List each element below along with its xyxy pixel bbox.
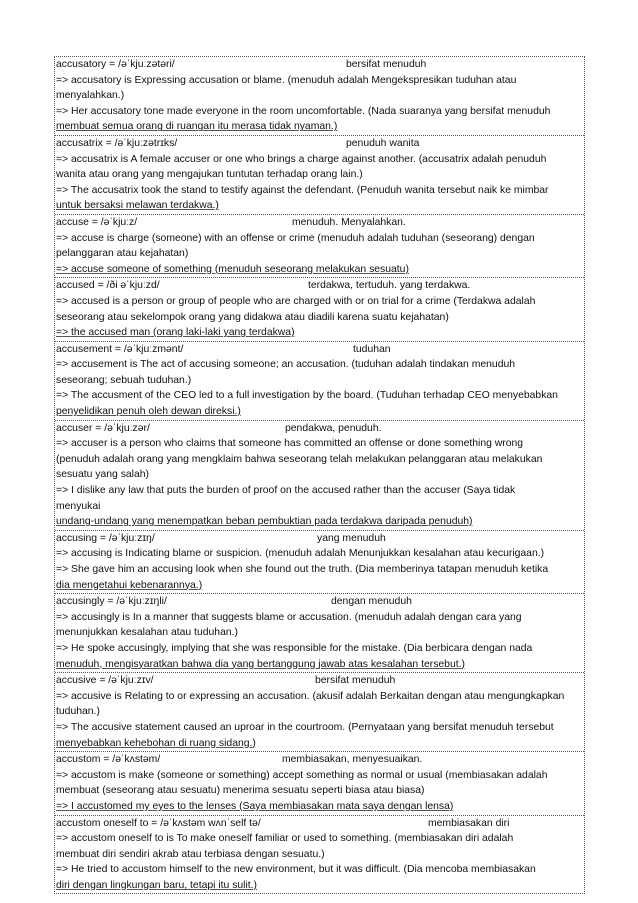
dictionary-entry <box>55 135 584 214</box>
entry-meaning: pendakwa, penuduh. <box>285 422 382 434</box>
entry-text-line: dia mengetahui kebenarannya.) <box>56 579 203 591</box>
entry-headword: accusatrix = /əˈkjuːzətrɪks/ <box>56 137 178 149</box>
entry-text-line: => the accused man (orang laki-laki yang terdakwa) <box>56 327 295 339</box>
entry-text-line: undang-undang yang menempatkan beban pembuktian pada terdakwa daripada penuduh) <box>56 516 473 528</box>
entry-header <box>56 278 584 294</box>
entry-text-line: => accustom is make (someone or something) accept something as normal or usual (membiasakan adalah <box>56 769 548 781</box>
entry-text-line: => I dislike any law that puts the burden of proof on the accused rather than the accuser (Saya tidak <box>56 485 516 497</box>
entry-meaning: membiasakan, menyesuaikan. <box>282 754 423 766</box>
entry-meaning: membiasakan diri <box>428 817 510 829</box>
entry-text-line: => She gave him an accusing look when she found out the truth. (Dia memberinya tatapan menuduh ketika <box>56 564 549 575</box>
entry-text-line: menyalahkan.) <box>56 90 125 102</box>
entry-headword: accusement = /əˈkjuːzmənt/ <box>56 343 184 355</box>
entry-text-line: => accuse someone of something (menuduh seseorang melakukan sesuatu) <box>56 263 409 275</box>
entry-text-line: => accusatrix is A female accuser or one who brings a charge against another. (accusatrix adalah penuduh <box>56 153 547 165</box>
entry-header <box>56 215 584 231</box>
entry-text-line: menunjukkan kesalahan atau tuduhan.) <box>56 627 238 639</box>
entry-text-line: => accusive is Relating to or expressing an accusation. (akusif adalah Berkaitan dengan atau mengungkapkan <box>56 690 565 702</box>
dictionary-entry <box>55 751 584 814</box>
entry-text-line: seseorang atau sekelompok orang yang didakwa atau diadili karena suatu kejahatan) <box>56 311 449 323</box>
entry-text-line: => accuse is charge (someone) with an offense or crime (menuduh adalah tuduhan (seseorang) dengan <box>56 232 535 244</box>
entry-text-line: => accusingly is In a manner that suggests blame or accusation. (menuduh adalah dengan cara yang <box>56 611 522 623</box>
entry-header <box>56 673 584 689</box>
entry-text-line: membuat semua orang di ruangan itu merasa tidak nyaman.) <box>56 121 338 133</box>
entry-text-line: => accuser is a person who claims that someone has committed an offense or done something wrong <box>56 438 524 450</box>
dictionary-entry <box>55 672 584 751</box>
entry-text-line: tuduhan.) <box>56 706 100 718</box>
entry-text-line: seseorang; sebuah tuduhan.) <box>56 374 192 386</box>
dictionary-entry <box>55 214 584 277</box>
entry-text-line: => accusement is The act of accusing someone; an accusation. (tuduhan adalah tindakan menuduh <box>56 359 516 371</box>
entry-text-line: => The accusive statement caused an uproar in the courtroom. (Pernyataan yang bersifat menuduh tersebut <box>56 721 554 733</box>
entry-headword: accuse = /əˈkjuːz/ <box>56 216 138 228</box>
entry-text-line: untuk bersaksi melawan terdakwa.) <box>56 200 219 212</box>
entry-text-line: => accused is a person or group of people who are charged with or on trial for a crime (Terdakwa adalah <box>56 295 536 307</box>
entry-header <box>56 421 584 437</box>
entry-text-line: => The accusment of the CEO led to a full investigation by the board. (Tuduhan terhadap CEO menyebabkan <box>56 390 558 402</box>
dictionary-entry <box>55 593 584 672</box>
entry-text-line: membuat (seseorang atau sesuatu) menerima sesuatu seperti biasa atau biasa) <box>56 785 425 797</box>
entry-meaning: yang menuduh <box>317 532 386 544</box>
entry-headword: accustom = /əˈkʌstəm/ <box>56 754 161 766</box>
entry-text-line: diri dengan lingkungan baru, tetapi itu sulit.) <box>56 879 258 891</box>
entry-text-line: menuduh, mengisyaratkan bahwa dia yang bertanggung jawab atas kesalahan tersebut.) <box>56 658 465 670</box>
entry-meaning: terdakwa, tertuduh. yang terdakwa. <box>308 280 471 292</box>
entry-text-line: wanita atau orang yang mengajukan tuntutan terhadap orang lain.) <box>56 169 363 181</box>
entry-text-line: => accustom oneself to is To make oneself familiar or used to something. (membiasakan diri adalah <box>56 833 514 845</box>
entry-header <box>56 752 584 768</box>
entry-text-line: menyebabkan kehebohan di ruang sidang.) <box>56 737 256 749</box>
entry-text-line: => He spoke accusingly, implying that she was responsible for the mistake. (Dia berbicara dengan nada <box>56 642 533 654</box>
entry-text-line: (penuduh adalah orang yang mengklaim bahwa seseorang telah melakukan pelanggaran atau melakukan <box>56 453 543 465</box>
entry-header <box>56 816 584 832</box>
entry-text-line: => Her accusatory tone made everyone in the room uncomfortable. (Nada suaranya yang bersifat menuduh <box>56 105 551 117</box>
dictionary-entry <box>55 277 584 340</box>
entry-text-line: => The accusatrix took the stand to testify against the defendant. (Penuduh wanita tersebut naik ke mimbar <box>56 184 549 196</box>
entry-meaning: bersifat menuduh <box>315 675 396 687</box>
entry-text-line: pelanggaran atau kejahatan) <box>56 248 189 260</box>
entry-headword: accusatory = /əˈkjuːzətəri/ <box>56 59 175 70</box>
entry-text-line: sesuatu yang salah) <box>56 469 149 481</box>
entry-headword: accuser = /əˈkjuːzər/ <box>56 422 150 434</box>
entry-text-line: => I accustomed my eyes to the lenses (Saya membiasakan mata saya dengan lensa) <box>56 800 454 812</box>
entry-text-line: menyukai <box>56 500 101 512</box>
entry-header <box>56 57 584 73</box>
entry-text-line: => accusing is Indicating blame or suspicion. (menuduh adalah Menunjukkan kesalahan atau kecurigaan.) <box>56 548 545 560</box>
entry-headword: accusive = /əˈkjuːzɪv/ <box>56 675 154 687</box>
dictionary-entry <box>55 420 584 530</box>
dictionary-entry <box>55 815 584 894</box>
entry-meaning: bersifat menuduh <box>346 59 427 70</box>
entry-headword: accused = /ði əˈkjuːzd/ <box>56 280 160 292</box>
entry-text-line: => accusatory is Expressing accusation or blame. (menuduh adalah Mengekspresikan tuduhan atau <box>56 74 517 86</box>
entry-text-line: => He tried to accustom himself to the new environment, but it was difficult. (Dia mencoba membiasakan <box>56 864 536 876</box>
entry-headword: accusingly = /əˈkjuːzɪŋli/ <box>56 596 167 608</box>
entry-text-line: penyelidikan penuh oleh dewan direksi.) <box>56 406 241 418</box>
dictionary-entry <box>55 57 584 135</box>
entry-headword: accusing = /əˈkjuːzɪŋ/ <box>56 532 155 544</box>
dictionary-document <box>54 56 585 894</box>
entry-header <box>56 342 584 358</box>
entry-meaning: tuduhan <box>353 343 391 355</box>
entry-header <box>56 594 584 610</box>
dictionary-entry <box>55 530 584 593</box>
entry-meaning: penuduh wanita <box>346 137 420 149</box>
entry-header <box>56 136 584 152</box>
entry-meaning: dengan menuduh <box>331 596 412 608</box>
dictionary-entry <box>55 341 584 420</box>
entry-meaning: menuduh. Menyalahkan. <box>292 216 406 228</box>
entry-header <box>56 531 584 547</box>
entry-text-line: membuat diri sendiri akrab atau terbiasa dengan sesuatu.) <box>56 848 325 860</box>
entry-headword: accustom oneself to = /əˈkʌstəm wʌnˈself tə/ <box>56 817 261 829</box>
